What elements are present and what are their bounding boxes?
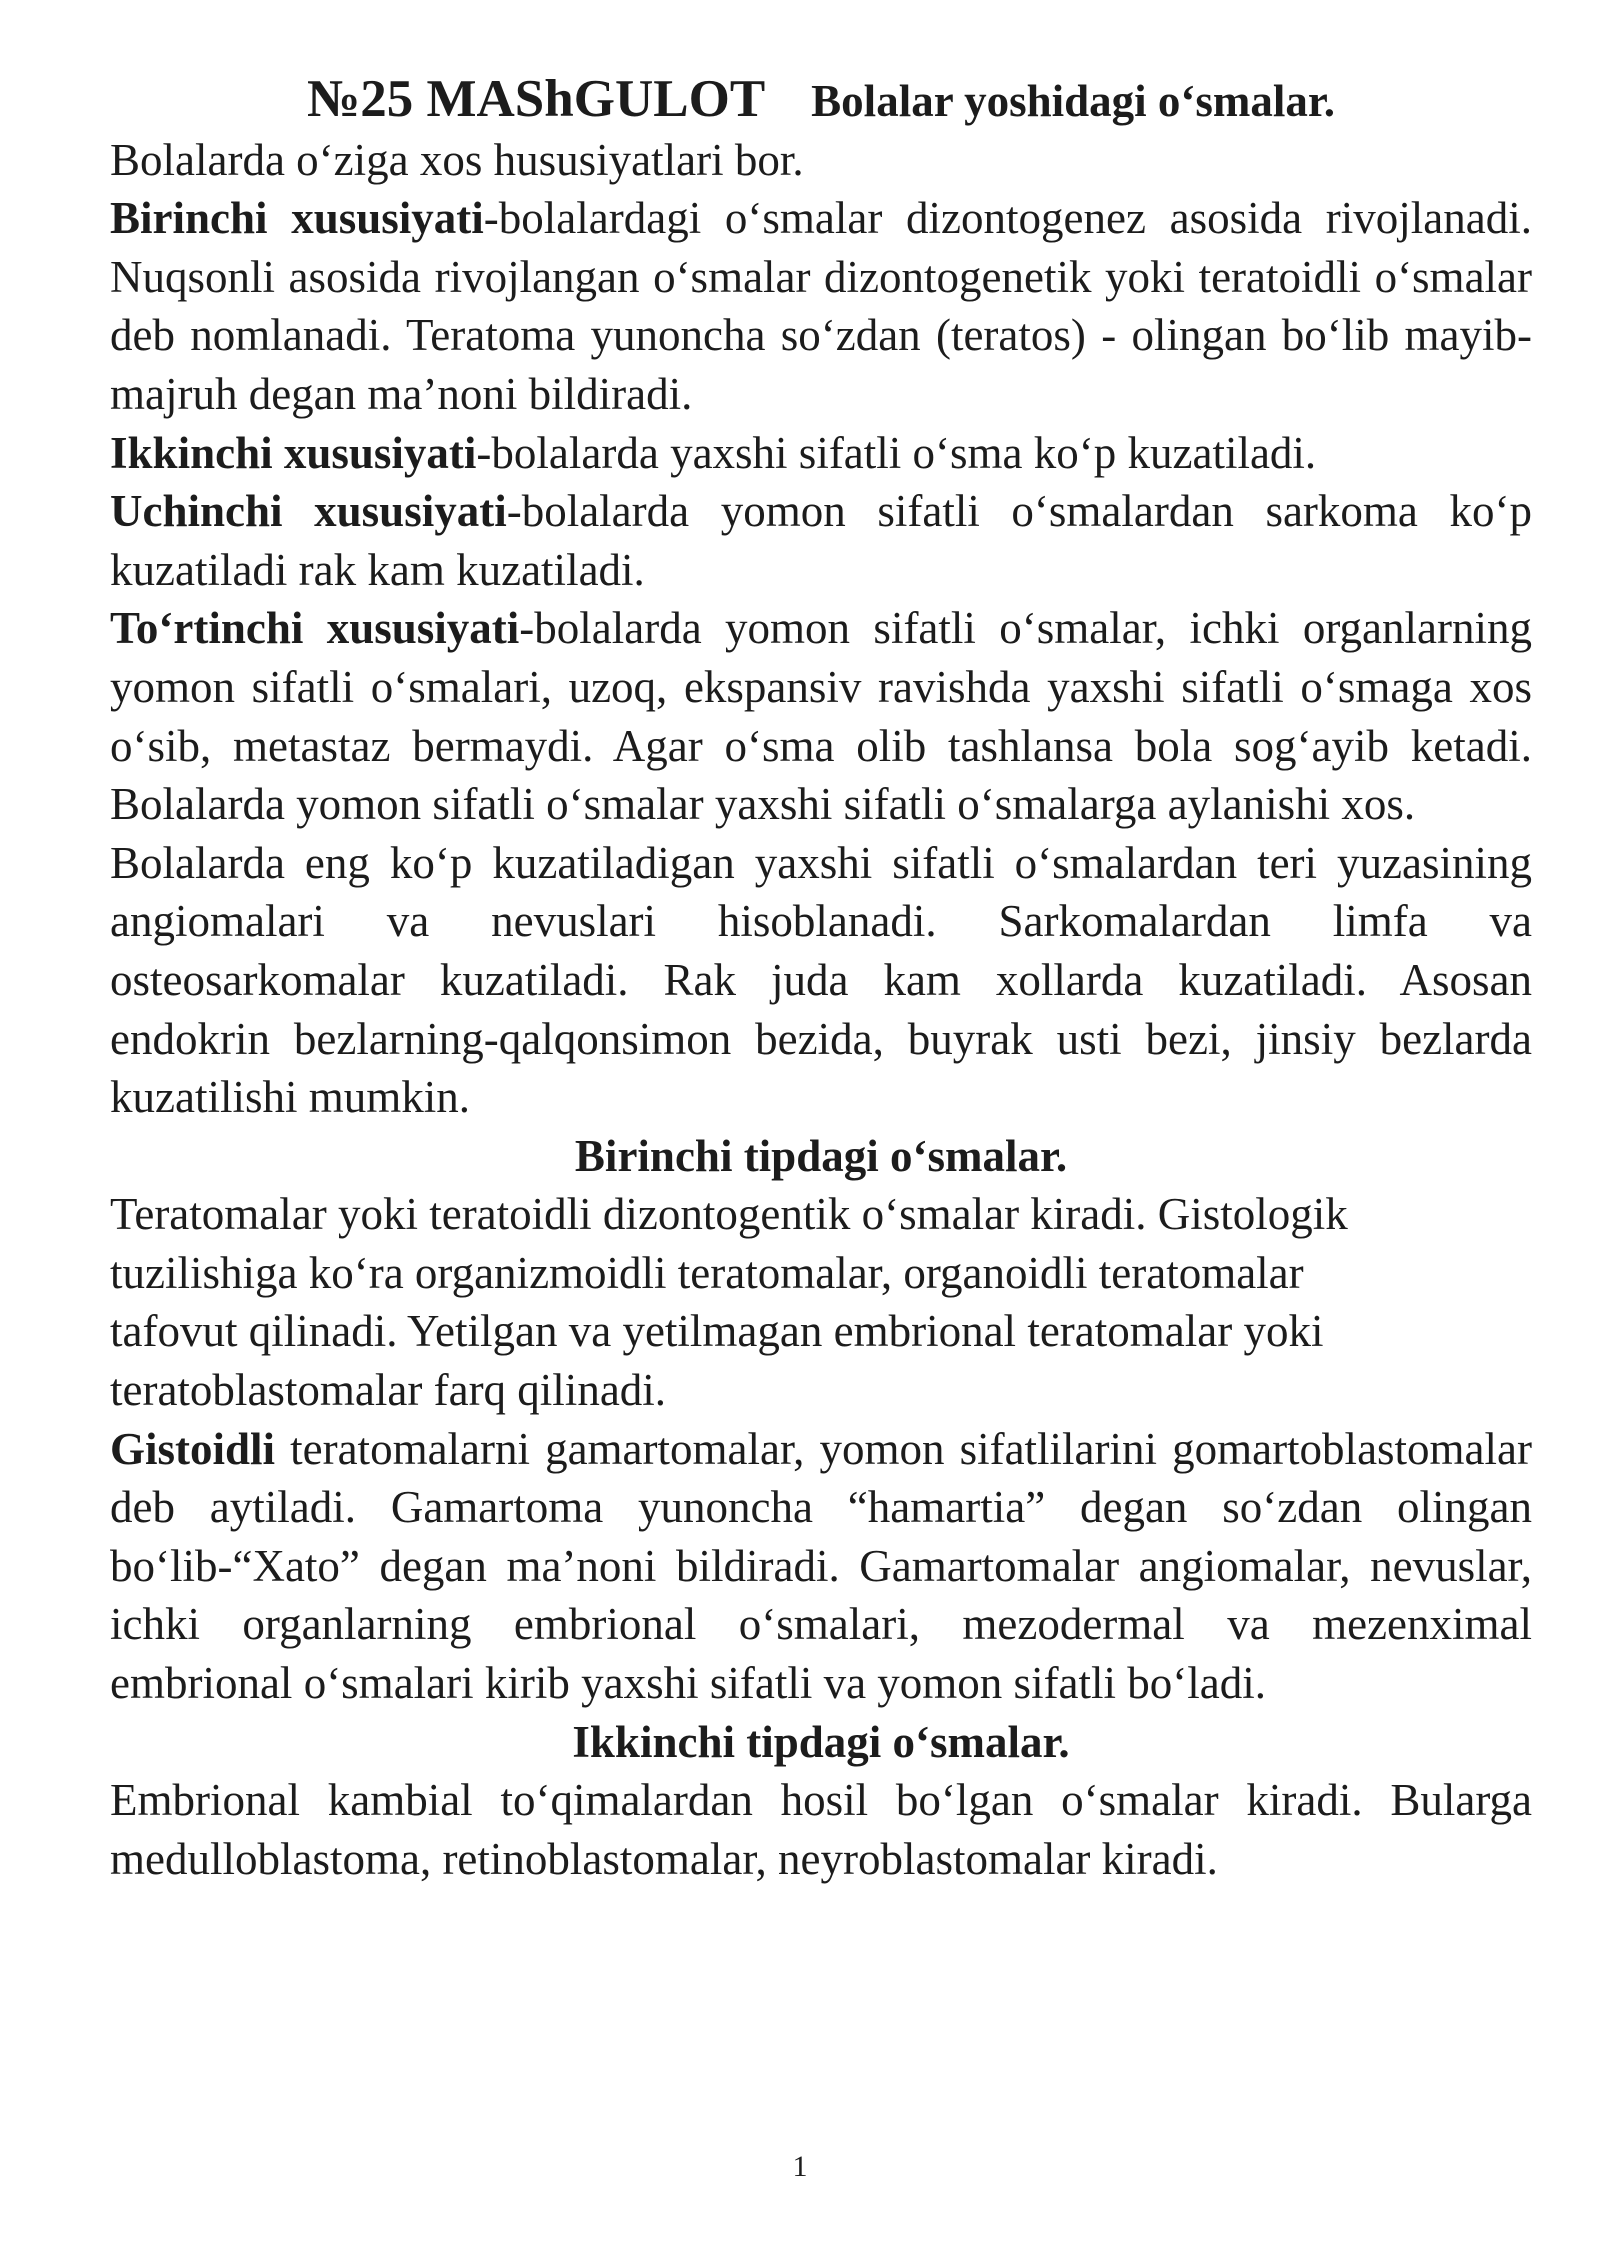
intro-paragraph: Bolalarda o‘ziga xos hususiyatlari bor. bbox=[110, 134, 804, 185]
page-number: 1 bbox=[792, 2150, 808, 2183]
feature-paragraph-2 bbox=[110, 424, 1532, 483]
gistoid-text: teratomalarni gamartomalar, yomon sifatlilarini gomartoblastomalar deb aytiladi. Gamartoma yunoncha “hamartia” degan so‘zdan olingan bo‘lib-“Xato” degan ma’noni bildiradi. Gamartomalar angiomalar, nevuslar, ichki organlarning embrional o‘smalari, mezodermal va mezenximal embrional o‘smalari kirib yaxshi sifatli va yomon sifatli bo‘ladi. bbox=[110, 1423, 1532, 1709]
gistoid-label: Gistoidli bbox=[110, 1423, 276, 1474]
feature-text-1: -bolalardagi o‘smalar dizontogenez asosida rivojlanadi. Nuqsonli asosida rivojlangan o‘smalar dizontogenetik yoki teratoidli o‘smalar deb nomlanadi. Teratoma yunoncha so‘zdan (teratos) - olingan bo‘lib mayib-majruh degan ma’noni bildiradi. bbox=[110, 193, 1532, 419]
feature-label-2: Ikkinchi xususiyati bbox=[110, 427, 477, 478]
section-heading-2: Ikkinchi tipdagi o‘smalar. bbox=[572, 1716, 1070, 1767]
feature-text-4: -bolalarda yomon sifatli o‘smalar, ichki organlarning yomon sifatli o‘smalari, uzoq, ekspansiv ravishda yaxshi sifatli o‘smaga xos o‘sib, metastaz bermaydi. Agar o‘sma olib tashlansa bola sog‘ayib ketadi. Bolalarda yomon sifatli o‘smalar yaxshi sifatli o‘smalarga aylanishi xos. bbox=[110, 603, 1532, 830]
document-page bbox=[110, 70, 1532, 1888]
section-heading-1: Birinchi tipdagi o‘smalar. bbox=[574, 1130, 1068, 1181]
teratoma-line: teratoblastomalar farq qilinadi. bbox=[110, 1365, 667, 1416]
gistoid-paragraph bbox=[110, 1420, 1532, 1713]
page-title bbox=[110, 70, 1532, 131]
teratoma-paragraph bbox=[110, 1185, 1532, 1419]
embryonal-paragraph: Embrional kambial to‘qimalardan hosil bo‘lgan o‘smalar kiradi. Bularga medulloblastoma, retinoblastomalar, neyroblastomalar kiradi. bbox=[110, 1775, 1532, 1884]
feature-label-3: Uchinchi xususiyati bbox=[110, 486, 507, 537]
feature-text-3: -bolalarda yomon sifatli o‘smalardan sarkoma ko‘p kuzatiladi rak kam kuzatiladi. bbox=[110, 486, 1532, 595]
feature-label-4: To‘rtinchi xususiyati bbox=[110, 603, 520, 654]
teratoma-line: Teratomalar yoki teratoidli dizontogentik o‘smalar kiradi. Gistologik bbox=[110, 1189, 1348, 1240]
feature-text-2: -bolalarda yaxshi sifatli o‘sma ko‘p kuzatiladi. bbox=[476, 427, 1317, 478]
title-subtitle: Bolalar yoshidagi o‘smalar. bbox=[811, 76, 1335, 126]
common-tumors-paragraph: Bolalarda eng ko‘p kuzatiladigan yaxshi sifatli o‘smalardan teri yuzasining angiomalari va nevuslari hisoblanadi. Sarkomalardan limfa va osteosarkomalar kuzatiladi. Rak juda kam xollarda kuzatiladi. Asosan endokrin bezlarning-qalqonsimon bezida, buyrak usti bezi, jinsiy bezlarda kuzatilishi mumkin. bbox=[110, 837, 1532, 1123]
feature-paragraph-3 bbox=[110, 482, 1532, 599]
title-main: №25 MAShGULOT bbox=[306, 70, 766, 128]
feature-paragraph-1 bbox=[110, 189, 1532, 423]
feature-label-1: Birinchi xususiyati bbox=[110, 193, 484, 244]
teratoma-line: tafovut qilinadi. Yetilgan va yetilmagan embrional teratomalar yoki bbox=[110, 1306, 1324, 1357]
feature-paragraph-4 bbox=[110, 599, 1532, 833]
teratoma-line: tuzilishiga ko‘ra organizmoidli teratomalar, organoidli teratomalar bbox=[110, 1247, 1304, 1298]
